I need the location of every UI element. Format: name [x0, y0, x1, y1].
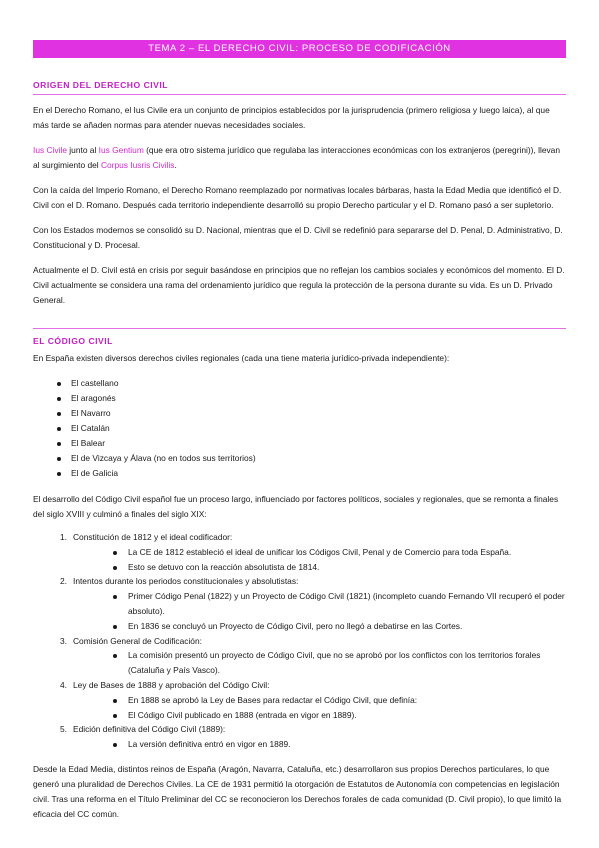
step-title: Edición definitiva del Código Civil (1889):	[73, 724, 226, 735]
list-item: El Catalán	[33, 421, 566, 436]
list-item: La CE de 1812 estableció el ideal de unificar los Códigos Civil, Penal y de Comercio para toda España.	[33, 545, 566, 560]
list-item: Esto se detuvo con la reacción absolutista de 1814.	[33, 560, 566, 575]
step-item	[33, 722, 566, 752]
step-sublist	[33, 648, 566, 678]
step-item	[33, 678, 566, 722]
term-ius-civile: Ius Civile	[33, 145, 67, 155]
list-derechos	[33, 376, 566, 481]
step-item	[33, 530, 566, 574]
list-item: La comisión presentó un proyecto de Código Civil, que no se aprobó por los conflictos con los territorios forales (Cataluña y País Vasco).	[33, 648, 566, 678]
list-item: El Código Civil publicado en 1888 (entrada en vigor en 1889).	[33, 708, 566, 723]
list-item: El Balear	[33, 436, 566, 451]
step-item	[33, 574, 566, 633]
paragraph-imperio: Con la caída del Imperio Romano, el Derecho Romano reemplazado por normativas locales bárbaras, hasta la Edad Media que identificó el D. Civil con el D. Romano. Después cada territorio independiente desarrolló su propio Derecho particular y el D. Romano pasó a ser supletorio.	[33, 185, 562, 210]
section-heading-codigo: EL CÓDIGO CIVIL	[33, 328, 566, 350]
paragraph-intro: En España existen diversos derechos civiles regionales (cada una tiene materia jurídico-privada independiente):	[33, 353, 450, 363]
paragraph-desarrollo: El desarrollo del Código Civil español fue un proceso largo, influenciado por factores políticos, sociales y regionales, que se remonta a finales del siglo XVIII y culminó a finales del siglo XIX:	[33, 494, 559, 519]
list-etapas	[33, 530, 566, 752]
paragraph-text: .	[174, 160, 177, 170]
list-item: Primer Código Penal (1822) y un Proyecto de Código Civil (1821) (incompleto cuando Fernando VII recuperó el poder absoluto).	[33, 589, 566, 619]
list-item: El de Galicia	[33, 466, 566, 481]
term-ius-gentium: Ius Gentium	[98, 145, 144, 155]
step-number: 5.	[60, 724, 67, 735]
step-title: Ley de Bases de 1888 y aprobación del Código Civil:	[73, 679, 270, 690]
step-sublist	[33, 589, 566, 633]
paragraph-text: junto al	[66, 145, 99, 155]
term-corpus: Corpus Iusris Civilis	[100, 160, 175, 170]
list-item: En 1888 se aprobó la Ley de Bases para redactar el Código Civil, que definía:	[33, 693, 566, 708]
step-sublist	[33, 545, 566, 575]
paragraph-estados-modernos: Con los Estados modernos se consolidó su D. Nacional, mientras que el D. Civil se redefinió para separarse del D. Penal, D. Administrativo, D. Constitucional y D. Procesal.	[33, 225, 563, 250]
step-number: 4.	[60, 679, 67, 690]
list-item: El aragonés	[33, 391, 566, 406]
list-item: El de Vizcaya y Álava (no en todos sus territorios)	[33, 451, 566, 466]
step-number: 3.	[60, 635, 67, 646]
step-sublist	[33, 693, 566, 723]
list-item: La versión definitiva entró en vigor en 1889.	[33, 737, 566, 752]
step-number: 2.	[60, 576, 67, 587]
paragraph-text: (que era otro sistema jurídico que regulaba las interacciones económicas con los extranjeros (peregrini)), llevan al surgimiento del	[33, 145, 560, 170]
section-codigo-civil	[33, 328, 566, 822]
paragraph-corpus	[33, 143, 566, 173]
paragraph-ius-civile: En el Derecho Romano, el Ius Civile era un conjunto de principios establecidos por la jurisprudencia (primero religiosa y luego laica), al que más tarde se añaden normas para atender nuevas necesidades sociales.	[33, 105, 550, 130]
section-origen	[33, 80, 566, 308]
step-title: Constitución de 1812 y el ideal codificador:	[73, 532, 233, 542]
paragraph-cierre: Desde la Edad Media, distintos reinos de España (Aragón, Navarra, Cataluña, etc.) desarrollaron sus propios Derechos particulares, lo que generó una pluralidad de Derechos Civiles. La CE de 1931 permitió la otorgación de Estatutos de Autonomía con competencias en legislación civil. Tras una reforma en el Título Preliminar del CC se reconocieron los Derechos forales de cada comunidad (D. Civil propio), lo que limitó la eficacia del CC común.	[33, 763, 562, 819]
step-sublist	[33, 737, 566, 752]
step-item	[33, 634, 566, 678]
step-number: 1.	[60, 532, 67, 542]
section-heading-origen: ORIGEN DEL DERECHO CIVIL	[33, 80, 566, 95]
document-title: TEMA 2 – EL DERECHO CIVIL: PROCESO DE CODIFICACIÓN	[33, 40, 566, 58]
step-title: Comisión General de Codificación:	[73, 635, 202, 646]
list-item: El castellano	[33, 376, 566, 391]
paragraph-actualidad: Actualmente el D. Civil está en crisis por seguir basándose en principios que no reflejan los cambios sociales y económicos del momento. El D. Civil actualmente se considera una rama del ordenamiento jurídico que regula la protección de la persona durante su vida. Es un D. Privado General.	[33, 265, 565, 305]
step-title: Intentos durante los periodos constitucionales y absolutistas:	[73, 576, 299, 587]
list-item: En 1836 se concluyó un Proyecto de Código Civil, pero no llegó a debatirse en las Cortes.	[33, 619, 566, 634]
list-item: El Navarro	[33, 406, 566, 421]
